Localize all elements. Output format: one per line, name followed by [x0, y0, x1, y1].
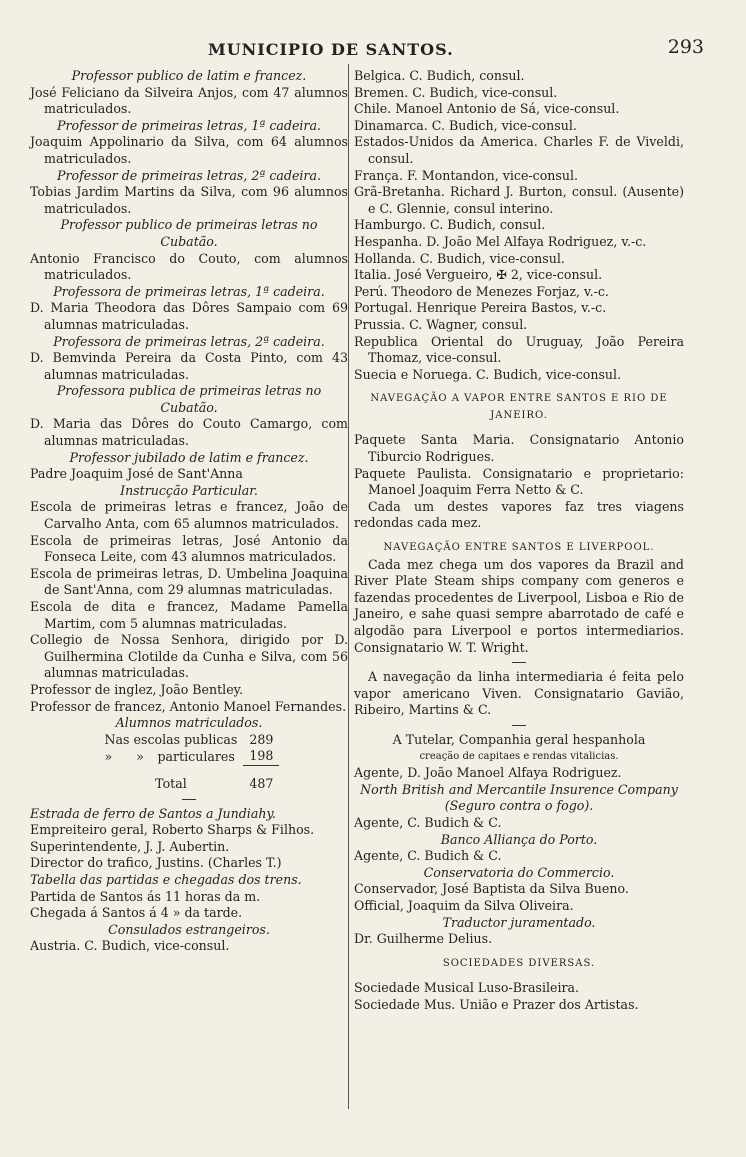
entry: Perú. Theodoro de Menezes Forjaz, v.-c.: [354, 283, 609, 299]
entry: Official, Joaquim da Silva Oliveira.: [354, 897, 574, 913]
entry: Dr. Guilherme Delius.: [354, 931, 493, 947]
entry: Hespanha. D. João Mel Alfaya Rodriguez, v.-c.: [354, 233, 647, 249]
page-number: 293: [667, 36, 704, 58]
section-heading: Professor publico de primeiras letras no Cubatão.: [60, 217, 318, 249]
entry: Tobias Jardim Martins da Silva, com 96 alumnos matriculados.: [30, 184, 348, 216]
entry: Escola de primeiras letras, D. Umbelina Joaquina de Sant'Anna, com 29 alumnas matriculadas.: [30, 565, 348, 598]
section-heading: Estrada de ferro de Santos a Jundiahy.: [30, 805, 276, 821]
section-heading: Professor de primeiras letras, 2ª cadeira.: [57, 167, 321, 183]
right-column: [354, 68, 684, 1013]
entry: Paquete Santa Maria. Consignatario Antonio Tiburcio Rodrigues.: [354, 432, 684, 465]
section-heading: Professora de primeiras letras, 1ª cadeira.: [53, 283, 325, 299]
stats-label: Nas escolas publicas: [104, 731, 238, 747]
entry: Estados-Unidos da America. Charles F. de Viveldi, consul.: [354, 134, 684, 166]
section-heading: North British and Mercantile Insurence Company (Seguro contra o fogo).: [360, 781, 678, 814]
entry-note: creação de capitaes e rendas vitalicias.: [419, 750, 619, 762]
section-heading: Professor jubilado de latim e francez.: [69, 449, 309, 465]
entry: Joaquim Appolinario da Silva, com 64 alumnos matriculados.: [30, 134, 348, 166]
section-heading: Conservatoria do Commercio.: [423, 864, 615, 880]
page-header: [40, 36, 710, 64]
entry: D. Maria Theodora das Dôres Sampaio com 69 alumnas matriculadas.: [30, 300, 348, 332]
enrollment-table: [99, 732, 280, 793]
entry: Cada um destes vapores faz tres viagens redondas cada mez.: [354, 498, 684, 531]
entry: França. F. Montandon, vice-consul.: [354, 167, 579, 183]
entry: Conservador, José Baptista da Silva Bueno.: [354, 881, 629, 897]
entry: Suecia e Noruega. C. Budich, vice-consul.: [354, 366, 622, 382]
entry: Portugal. Henrique Pereira Bastos, v.-c.: [354, 300, 607, 316]
entry: José Feliciano da Silveira Anjos, com 47 alumnos matriculados.: [30, 84, 348, 117]
entry: Dinamarca. C. Budich, vice-consul.: [354, 117, 577, 133]
entry: Professor de inglez, João Bentley.: [30, 681, 244, 697]
stats-value: 198: [249, 748, 274, 764]
entry: Grã-Bretanha. Richard J. Burton, consul. (Ausente) e C. Glennie, consul interino.: [354, 184, 684, 216]
entry: Padre Joaquim José de Sant'Anna: [30, 466, 243, 482]
entry: A Tutelar, Companhia geral hespanhola: [392, 731, 646, 747]
stats-heading: Alumnos matriculados.: [115, 715, 263, 731]
total-label: Total: [155, 775, 187, 791]
section-heading: Traductor juramentado.: [442, 914, 596, 930]
entry: Hollanda. C. Budich, vice-consul.: [354, 250, 565, 266]
separator: [512, 662, 526, 663]
section-heading: Professora publica de primeiras letras no Cubatão.: [56, 383, 322, 415]
section-heading: Professor publico de latim e francez.: [71, 68, 307, 83]
ditto-mark: » »: [104, 748, 144, 764]
left-column: [30, 68, 348, 955]
entry: Austria. C. Budich, vice-consul.: [30, 938, 230, 954]
section-heading: Professora de primeiras letras, 2ª cadeira.: [53, 333, 325, 349]
entry: Agente, D. João Manoel Alfaya Rodriguez.: [354, 765, 622, 781]
entry: Antonio Francisco do Couto, com alumnos matriculados.: [30, 250, 348, 283]
entry: Sociedade Musical Luso-Brasileira.: [354, 980, 580, 996]
entry: Sociedade Mus. União e Prazer dos Artistas.: [354, 996, 639, 1012]
entry: Agente, C. Budich & C.: [354, 814, 502, 830]
table-row: [99, 748, 280, 765]
entry: D. Bemvinda Pereira da Costa Pinto, com 43 alumnas matriculadas.: [30, 350, 348, 382]
section-heading: Banco Alliança do Porto.: [440, 831, 598, 847]
column-divider: [348, 64, 349, 1109]
table-row: [99, 765, 280, 792]
table-row: [99, 732, 280, 749]
section-heading: Professor de primeiras letras, 1ª cadeira.: [57, 117, 321, 133]
entry: A navegação da linha intermediaria é feita pelo vapor americano Viven. Consignatario Gavião, Ribeiro, Martins & C.: [354, 669, 684, 718]
section-heading: NAVEGAÇÃO ENTRE SANTOS E LIVERPOOL.: [383, 542, 655, 554]
entry: Hamburgo. C. Budich, consul.: [354, 217, 546, 233]
entry: Prussia. C. Wagner, consul.: [354, 316, 528, 332]
entry: Superintendente, J. J. Aubertin.: [30, 838, 230, 854]
entry: Empreiteiro geral, Roberto Sharps & Filhos.: [30, 822, 315, 838]
entry: Escola de primeiras letras, José Antonio da Fonseca Leite, com 43 alumnos matriculados.: [30, 532, 348, 565]
entry: Collegio de Nossa Senhora, dirigido por D. Guilhermina Clotilde da Cunha e Silva, com 56 alumnas matriculadas.: [30, 632, 348, 681]
separator: [182, 799, 196, 800]
section-heading: Consulados estrangeiros.: [108, 921, 270, 937]
entry: Paquete Paulista. Consignatario e proprietario: Manoel Joaquim Ferra Netto & C.: [354, 465, 684, 498]
entry: Partida de Santos ás 11 horas da m.: [30, 888, 261, 904]
section-heading: Instrucção Particular.: [120, 482, 258, 498]
separator: [512, 725, 526, 726]
entry: Director do trafico, Justins. (Charles T.): [30, 855, 282, 871]
entry: Professor de francez, Antonio Manoel Fernandes.: [30, 698, 347, 714]
entry: Chile. Manoel Antonio de Sá, vice-consul.: [354, 101, 620, 117]
entry: Italia. José Vergueiro, ✠ 2, vice-consul.: [354, 267, 603, 283]
entry: Escola de primeiras letras e francez, João de Carvalho Anta, com 65 alumnos matriculados.: [30, 499, 348, 532]
entry: Belgica. C. Budich, consul.: [354, 68, 525, 83]
total-value: 487: [243, 765, 279, 792]
entry: Cada mez chega um dos vapores da Brazil and River Plate Steam ships company com generos e fazendas procedentes de Liverpool, Lisboa e Rio de Janeiro, e sahe quasi sempre abarrotado de café e algodão para Liverpool e portos intermediarios. Consignatario W. T. Wright.: [354, 556, 684, 655]
stats-label: particulares: [157, 748, 235, 764]
page-title: MUNICIPIO DE SANTOS.: [208, 40, 454, 59]
section-heading: SOCIEDADES DIVERSAS.: [442, 957, 596, 969]
section-heading: Tabella das partidas e chegadas dos trens.: [30, 871, 302, 887]
stats-value: 289: [249, 731, 274, 747]
section-heading: NAVEGAÇÃO A VAPOR ENTRE SANTOS E RIO DE JANEIRO.: [370, 393, 668, 421]
entry: Bremen. C. Budich, vice-consul.: [354, 84, 558, 100]
entry: D. Maria das Dôres do Couto Camargo, com alumnas matriculadas.: [30, 416, 348, 449]
entry: Chegada á Santos á 4 » da tarde.: [30, 905, 243, 921]
entry: Agente, C. Budich & C.: [354, 848, 502, 864]
entry: Republica Oriental do Uruguay, João Pereira Thomaz, vice-consul.: [354, 333, 684, 366]
entry: Escola de dita e francez, Madame Pamella Martim, com 5 alumnas matriculadas.: [30, 599, 348, 631]
